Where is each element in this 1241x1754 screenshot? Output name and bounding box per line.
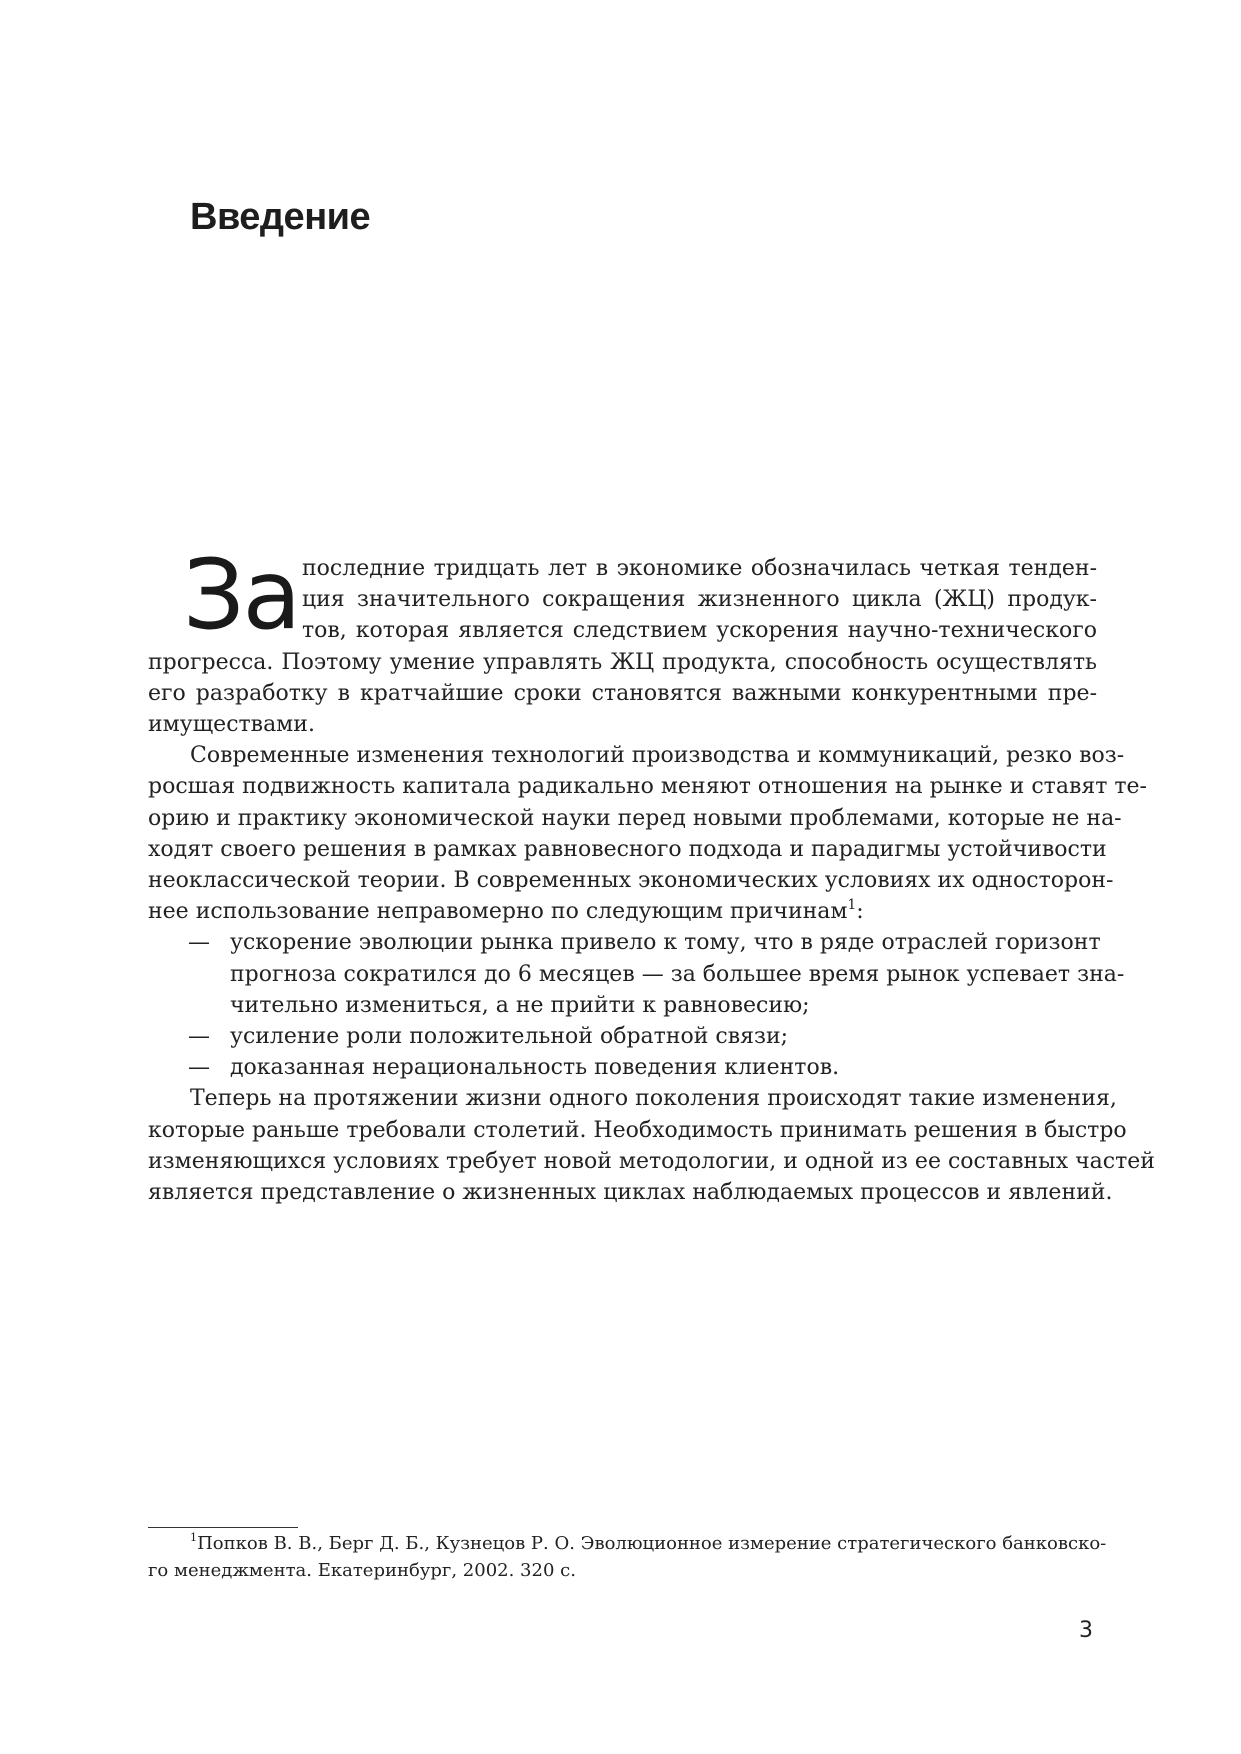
footnote-line xyxy=(148,1530,1107,1557)
text-line: чительно измениться, а не прийти к равновесию; xyxy=(230,992,810,1018)
text-line: является представление о жизненных циклах наблюдаемых процессов и явлений. xyxy=(148,1180,1113,1206)
text-line: прогресса. Поэтому умение управлять ЖЦ продукта, способность осуществлять xyxy=(148,649,1097,675)
footnote-mark: 1 xyxy=(190,1530,198,1544)
page-title: Введение xyxy=(190,196,371,238)
text-line xyxy=(148,896,1097,927)
text-line: изменяющихся условиях требует новой методологии, и одной из ее составных частей xyxy=(148,1148,1155,1174)
text-segment: нее использование неправомерно по следующим причинам xyxy=(148,899,848,925)
list-item xyxy=(148,1021,1097,1052)
text-line: усиление роли положительной обратной связи; xyxy=(230,1024,789,1050)
bullet-list xyxy=(148,927,1125,1083)
text-segment: : xyxy=(856,899,864,925)
footnote-line: го менеджмента. Екатеринбург, 2002. 320 с. xyxy=(148,1560,576,1581)
paragraph-1 xyxy=(148,539,1097,740)
text-line: неоклассической теории. В современных экономических условиях их односторон- xyxy=(148,868,1114,894)
text-segment: Попков В. В., Берг Д. Б., Кузнецов Р. О. Эволюционное измерение стратегического банковско- xyxy=(197,1533,1107,1554)
dash-bullet: — xyxy=(188,1024,210,1050)
text-line: Теперь на протяжении жизни одного поколения происходят такие изменения, xyxy=(190,1086,1117,1112)
text-line: последние тридцать лет в экономике обозначилась четкая тенден- xyxy=(302,556,1097,581)
page-number: 3 xyxy=(1079,1618,1093,1643)
text-line: его разработку в кратчайшие сроки становятся важными конкурентными пре- xyxy=(148,680,1097,706)
text-line: ускорение эволюции рынка привело к тому, что в ряде отраслей горизонт xyxy=(230,930,1101,956)
drop-cap: За xyxy=(183,539,300,651)
text-line: которые раньше требовали столетий. Необходимость принимать решения в быстро xyxy=(148,1117,1127,1143)
paragraph-3 xyxy=(148,1083,1155,1208)
text-line: орию и практику экономической науки перед новыми проблемами, которые не на- xyxy=(148,805,1122,831)
footnote-divider xyxy=(148,1527,298,1528)
text-line: росшая подвижность капитала радикально меняют отношения на рынке и ставят те- xyxy=(148,774,1147,800)
list-item xyxy=(148,927,1125,1021)
paragraph-2 xyxy=(148,740,1147,927)
text-line: Современные изменения технологий производства и коммуникаций, резко воз- xyxy=(190,743,1125,769)
body-text xyxy=(148,539,1155,1208)
list-item xyxy=(148,1052,1097,1083)
dash-bullet: — xyxy=(188,930,210,956)
text-line: имуществами. xyxy=(148,712,315,738)
footnote-reference[interactable]: 1 xyxy=(847,896,857,913)
text-line: доказанная нерациональность поведения клиентов. xyxy=(230,1055,840,1081)
text-line: ция значительного сокращения жизненного цикла (ЖЦ) продук- xyxy=(302,587,1097,613)
dash-bullet: — xyxy=(188,1055,210,1081)
text-line: прогноза сократился до 6 месяцев — за большее время рынок успевает зна- xyxy=(230,961,1125,987)
footnote xyxy=(148,1530,1107,1584)
text-line: ходят своего решения в рамках равновесного подхода и парадигмы устойчивости xyxy=(148,836,1107,862)
text-line: тов, которая является следствием ускорения научно-технического xyxy=(302,618,1097,644)
